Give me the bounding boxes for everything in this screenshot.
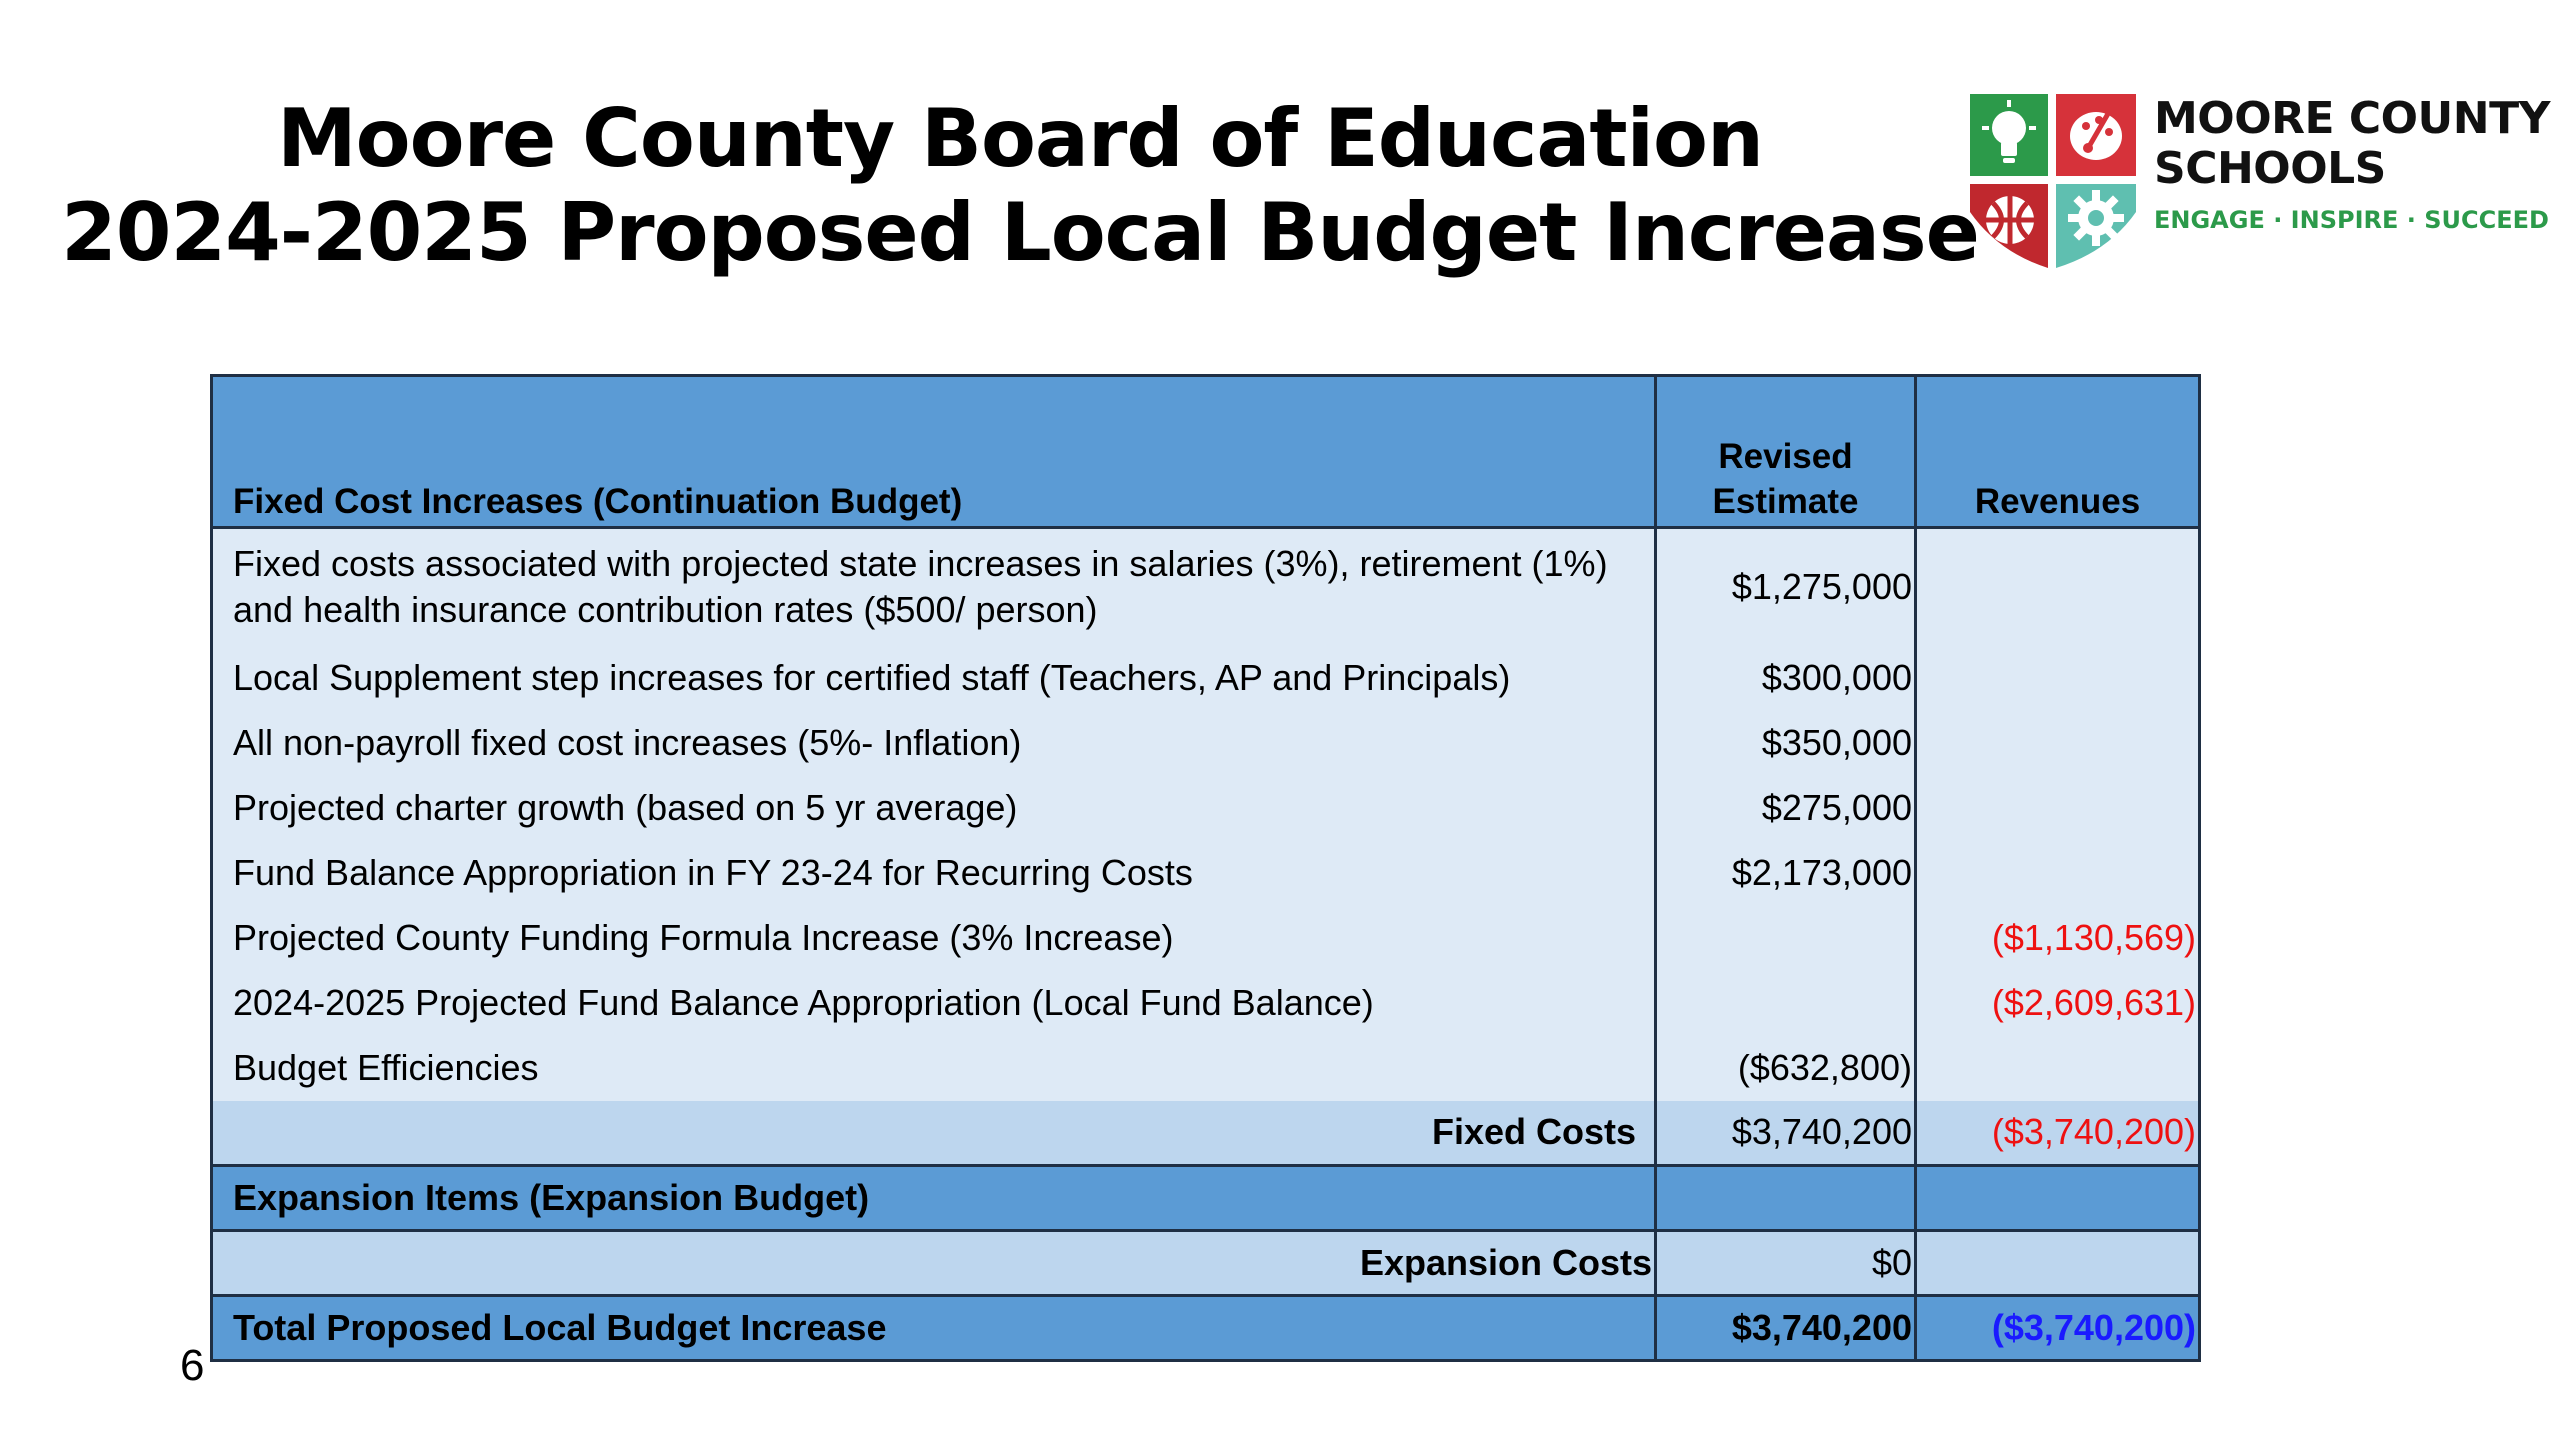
logo-text — [2154, 93, 2550, 240]
row-estimate: $300,000 — [1656, 646, 1916, 711]
title-line-2: 2024-2025 Proposed Local Budget Increase — [61, 186, 1979, 279]
row-revenue — [1916, 711, 2200, 776]
table-row — [212, 906, 2200, 971]
gear-icon — [2068, 190, 2124, 246]
table-row — [212, 776, 2200, 841]
logo-shield-icon — [1968, 92, 2138, 270]
budget-table — [210, 374, 2201, 1362]
row-description: All non-payroll fixed cost increases (5%- Inflation) — [212, 711, 1656, 776]
expansion-costs-estimate: $0 — [1656, 1231, 1916, 1296]
row-estimate: $350,000 — [1656, 711, 1916, 776]
total-estimate: $3,740,200 — [1656, 1296, 1916, 1361]
logo-name-line-2: SCHOOLS — [2154, 143, 2386, 194]
expansion-items-label: Expansion Items (Expansion Budget) — [212, 1166, 1656, 1231]
expansion-items-header-row — [212, 1166, 2200, 1231]
table-row — [212, 711, 2200, 776]
row-description: Fund Balance Appropriation in FY 23-24 for Recurring Costs — [212, 841, 1656, 906]
row-revenue: ($1,130,569) — [1916, 906, 2200, 971]
row-description: Projected County Funding Formula Increase (3% Increase) — [212, 906, 1656, 971]
row-revenue — [1916, 1036, 2200, 1101]
fixed-costs-estimate: $3,740,200 — [1656, 1101, 1916, 1166]
row-estimate: $275,000 — [1656, 776, 1916, 841]
header-revenues: Revenues — [1916, 376, 2200, 528]
table-row — [212, 1036, 2200, 1101]
logo-name-line-1: MOORE COUNTY — [2154, 93, 2550, 144]
table-header-row — [212, 376, 2200, 528]
row-description: Budget Efficiencies — [212, 1036, 1656, 1101]
expansion-header-empty-revenue — [1916, 1166, 2200, 1231]
table-row — [212, 528, 2200, 646]
header-revised-estimate — [1656, 376, 1916, 528]
row-revenue — [1916, 528, 2200, 646]
slide-title — [0, 92, 2040, 280]
row-revenue — [1916, 841, 2200, 906]
row-estimate: ($632,800) — [1656, 1036, 1916, 1101]
moore-county-schools-logo — [1968, 92, 2550, 272]
row-description: Local Supplement step increases for certified staff (Teachers, AP and Principals) — [212, 646, 1656, 711]
row-revenue — [1916, 776, 2200, 841]
expansion-costs-revenue — [1916, 1231, 2200, 1296]
logo-tagline: ENGAGE · INSPIRE · SUCCEED — [2154, 206, 2549, 234]
row-revenue — [1916, 646, 2200, 711]
row-description: 2024-2025 Projected Fund Balance Appropriation (Local Fund Balance) — [212, 971, 1656, 1036]
title-line-1: Moore County Board of Education — [277, 92, 1763, 185]
fixed-costs-label: Fixed Costs — [212, 1101, 1656, 1166]
expansion-costs-label: Expansion Costs — [212, 1231, 1656, 1296]
table-row — [212, 646, 2200, 711]
row-estimate — [1656, 971, 1916, 1036]
table-row — [212, 971, 2200, 1036]
row-estimate — [1656, 906, 1916, 971]
total-row — [212, 1296, 2200, 1361]
row-description: Projected charter growth (based on 5 yr average) — [212, 776, 1656, 841]
row-estimate: $1,275,000 — [1656, 528, 1916, 646]
row-description: Fixed costs associated with projected state increases in salaries (3%), retirement (1%) and health insurance contribution rates ($500/ person) — [212, 528, 1656, 646]
row-estimate: $2,173,000 — [1656, 841, 1916, 906]
page-number: 6 — [180, 1341, 205, 1390]
fixed-costs-revenue: ($3,740,200) — [1916, 1101, 2200, 1166]
table-row — [212, 841, 2200, 906]
expansion-costs-subtotal-row — [212, 1231, 2200, 1296]
expansion-header-empty-estimate — [1656, 1166, 1916, 1231]
row-revenue: ($2,609,631) — [1916, 971, 2200, 1036]
basketball-icon — [1986, 196, 2034, 244]
header-revised-line-1: Revised — [1718, 437, 1853, 476]
header-revised-line-2: Estimate — [1712, 482, 1859, 521]
fixed-costs-subtotal-row — [212, 1101, 2200, 1166]
total-revenue: ($3,740,200) — [1916, 1296, 2200, 1361]
header-fixed-cost-increases: Fixed Cost Increases (Continuation Budget) — [212, 376, 1656, 528]
total-label: Total Proposed Local Budget Increase — [212, 1296, 1656, 1361]
